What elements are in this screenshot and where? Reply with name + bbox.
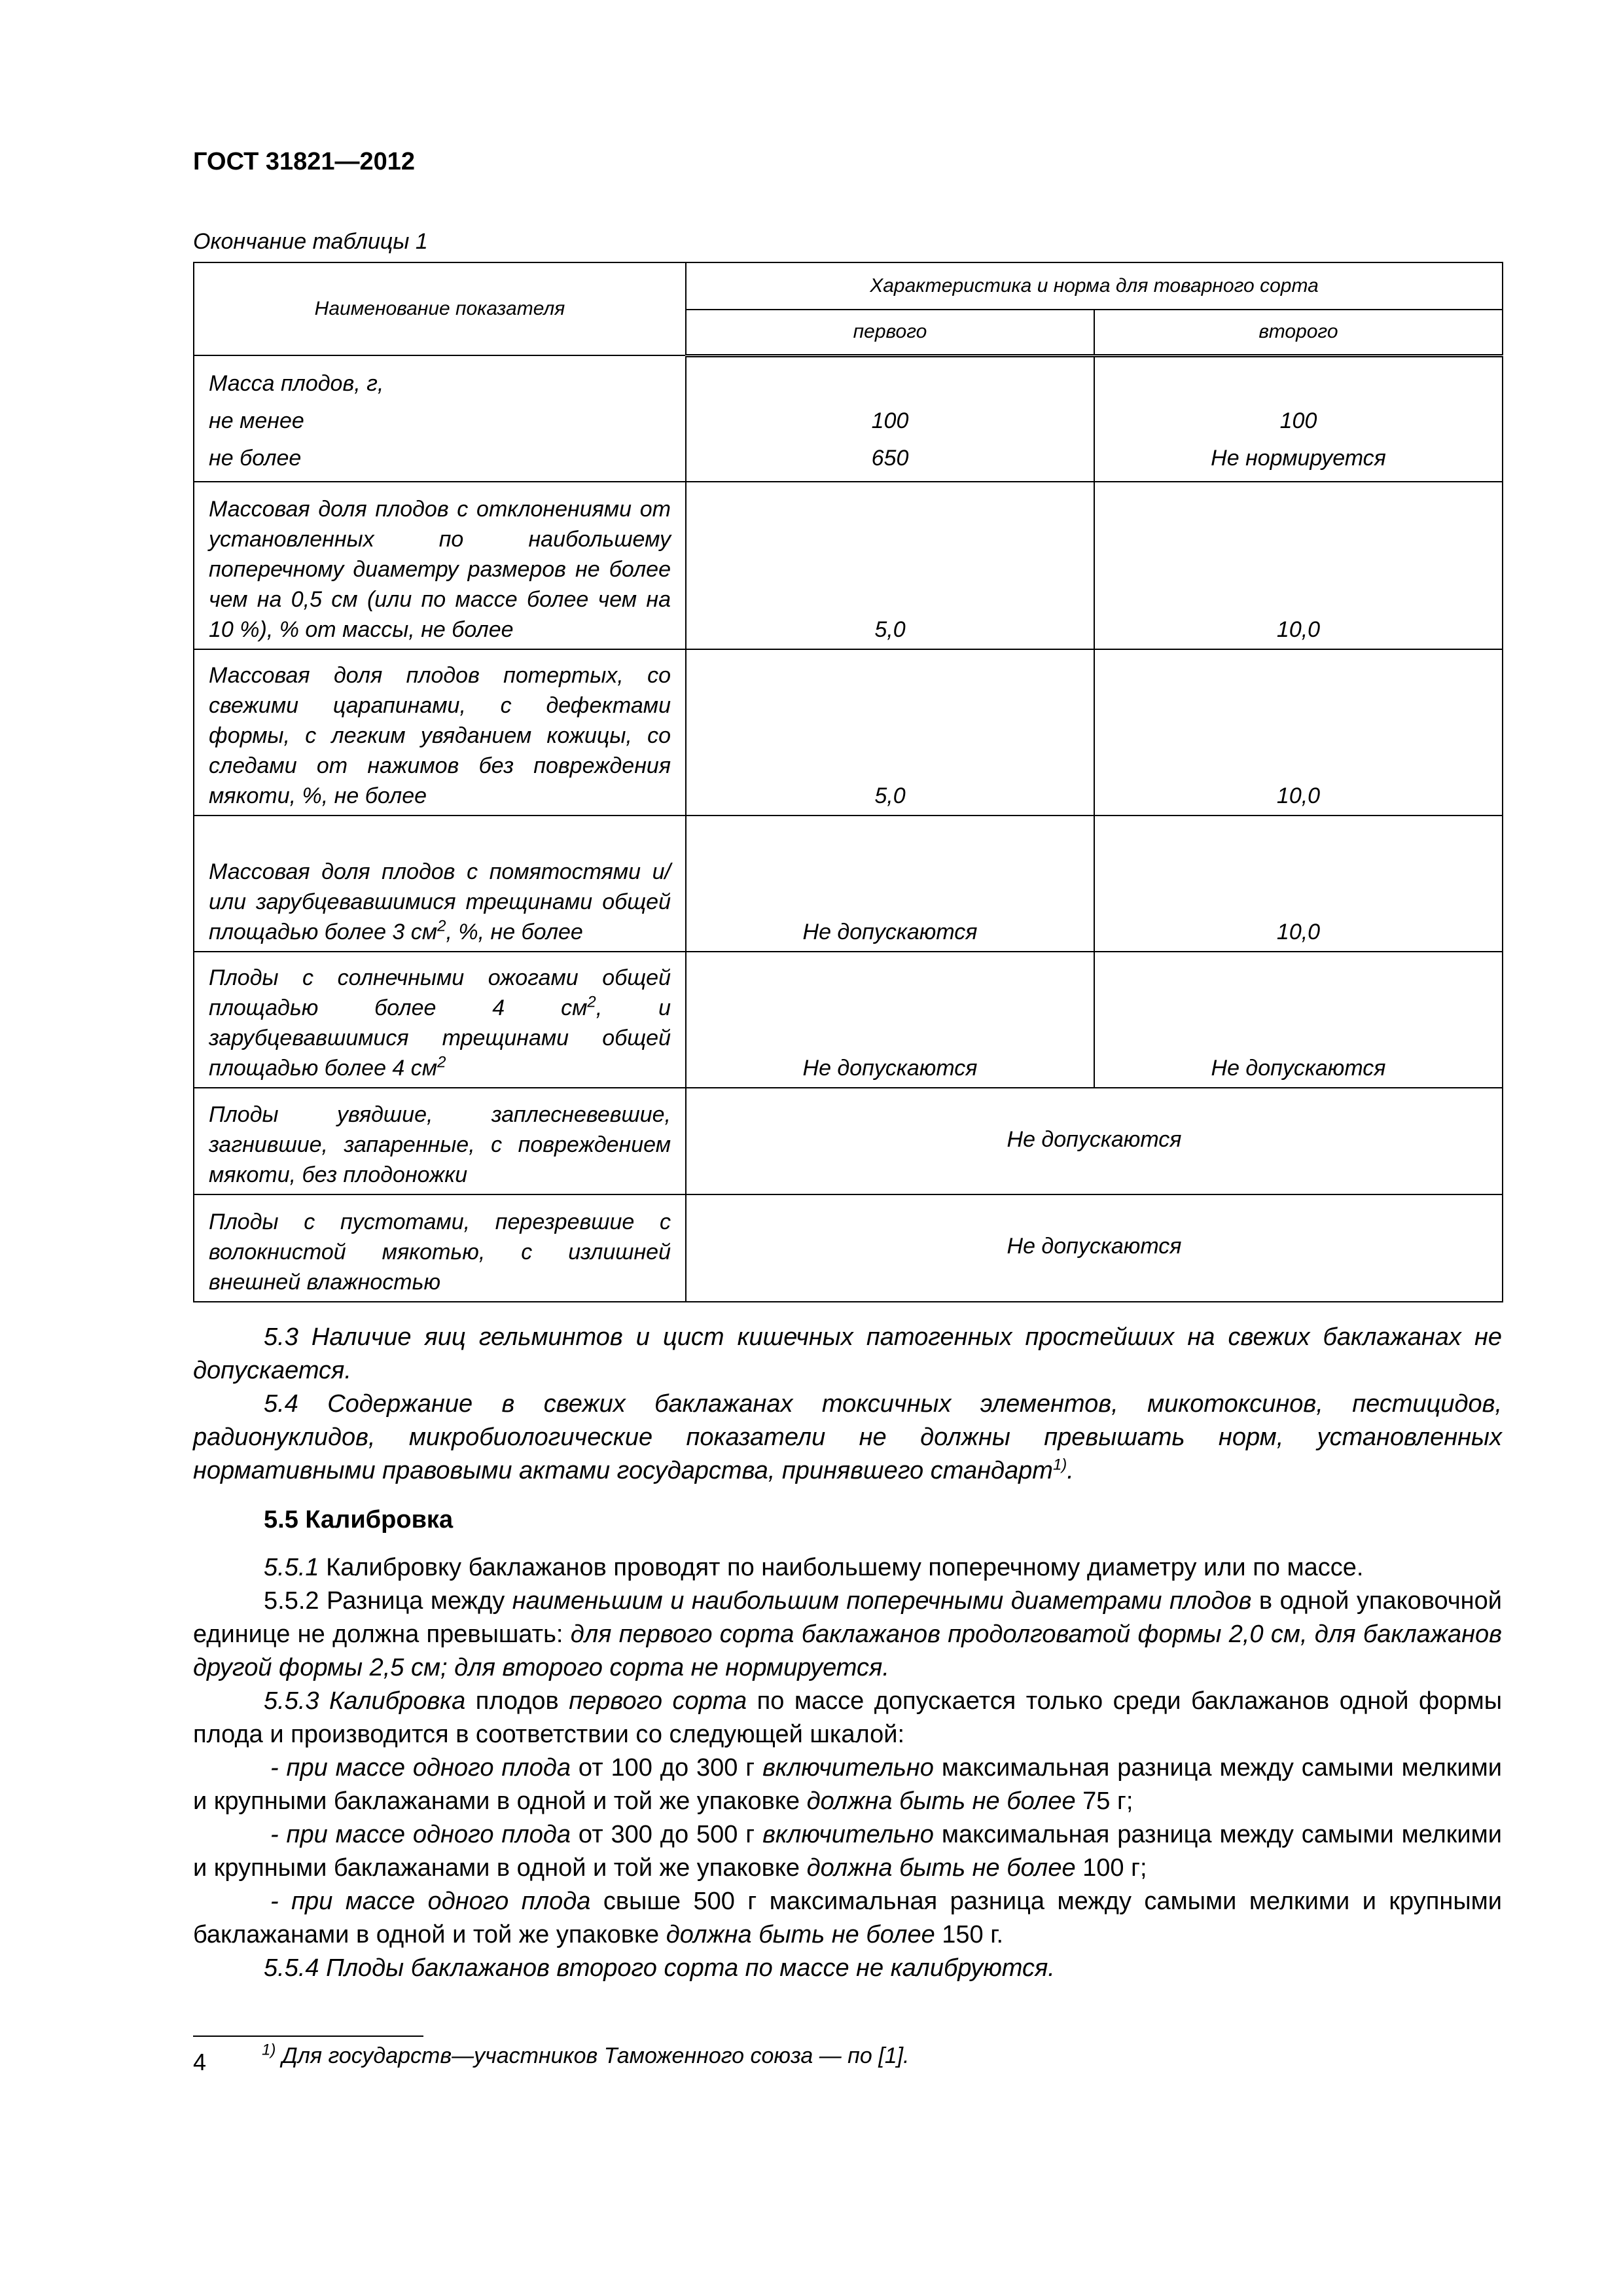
footnote-divider — [193, 2036, 423, 2037]
row-name: Плоды с солнечными ожогами общей площадью более 4 $см^2$, и зарубцевавшимися трещинами общей площадью более 4 $см^2$ — [194, 952, 686, 1088]
paragraph-5-5-4: 5.5.4 Плоды баклажанов второго сорта по массе не калибруются. — [264, 1954, 1055, 1982]
cell-value: Не нормируется — [1211, 446, 1386, 471]
paragraph-5-3: 5.3 Наличие яиц гельминтов и цист кишечных патогенных простейших на свежих баклажанах не допускается. — [193, 1323, 1502, 1384]
table-caption: Окончание таблицы 1 — [193, 229, 428, 254]
table-row — [194, 1088, 1503, 1194]
row-name: Массовая доля плодов с отклонениями от установленных по наибольшему поперечному диаметру размеров не более чем на 0,5 см (или по массе более чем на 10 %), % от массы, не более — [194, 482, 686, 649]
paragraph-5-5-1: 5.5.1 Калибровку баклажанов проводят по наибольшему поперечному диаметру или по массе. — [264, 1554, 1364, 1581]
table-row — [194, 649, 1503, 816]
row-name-line: Масса плодов, г, — [209, 371, 384, 396]
footnote: $^{1)}$ Для государств—участников Таможенного союза — по [1]. — [262, 2041, 910, 2068]
cell-value: 100 — [871, 408, 909, 433]
col-header-first: первого — [686, 310, 1094, 355]
cell-value: 10,0 — [1094, 482, 1503, 649]
cell-value: 10,0 — [1094, 816, 1503, 952]
cell-value: Не допускаются — [686, 952, 1094, 1088]
table-row — [194, 482, 1503, 649]
list-item: - при массе одного плода от 100 до 300 г включительно максимальная разница между самыми мелкими и крупными баклажанами в одной и той же упаковке должна быть не более 75 г; — [193, 1754, 1502, 1815]
table-row — [194, 355, 1503, 482]
row-name-line: не менее — [209, 408, 304, 433]
col-header-second: второго — [1094, 310, 1503, 355]
body-text — [193, 1321, 1502, 1985]
cell-value: Не допускаются — [686, 816, 1094, 952]
col-header-group: Характеристика и норма для товарного сорта — [686, 262, 1503, 310]
paragraph-5-4: 5.4 Содержание в свежих баклажанах токсичных элементов, микотоксинов, пестицидов, радионуклидов, микробиологические показатели не должны превышать норм, установленных нормативными правовыми актами государства, принявшего стандарт$^{1)}$. — [193, 1390, 1502, 1484]
list-item: - при массе одного плода от 300 до 500 г включительно максимальная разница между самыми мелкими и крупными баклажанами в одной и той же упаковке должна быть не более 100 г; — [193, 1821, 1502, 1882]
row-name: Плоды с пустотами, перезревшие с волокнистой мякотью, с излишней внешней влажностью — [194, 1194, 686, 1302]
cell-value — [1109, 365, 1488, 403]
cell-value — [701, 365, 1079, 403]
row-name: Плоды увядшие, заплесневевшие, загнившие, запаренные, с повреждением мякоти, без плодоножки — [194, 1088, 686, 1194]
table-row — [194, 1194, 1503, 1302]
section-title-5-5: 5.5 Калибровка — [264, 1506, 454, 1534]
cell-value: 650 — [871, 446, 909, 471]
list-item: - при массе одного плода свыше 500 г максимальная разница между самыми мелкими и крупными баклажанами в одной и той же упаковке должна быть не более 150 г. — [193, 1888, 1502, 1948]
cell-value: 100 — [1279, 408, 1317, 433]
paragraph-5-5-2: 5.5.2 Разница между наименьшим и наибольшим поперечными диаметрами плодов в одной упаковочной единице не должна превышать: для первого сорта баклажанов продолговатой формы 2,0 см, для баклажанов другой формы 2,5 см; для второго сорта не нормируется. — [193, 1587, 1502, 1681]
cell-value: 10,0 — [1094, 649, 1503, 816]
cell-value: 5,0 — [686, 649, 1094, 816]
cell-value-merged: Не допускаются — [686, 1088, 1503, 1194]
table-row — [194, 816, 1503, 952]
row-name-line: не более — [209, 446, 302, 471]
cell-value: 5,0 — [686, 482, 1094, 649]
paragraph-5-5-3: 5.5.3 Калибровка плодов первого сорта по массе допускается только среди баклажанов одной формы плода и производится в соответствии со следующей шкалой: — [193, 1687, 1503, 1748]
cell-value: Не допускаются — [1094, 952, 1503, 1088]
table-row — [194, 952, 1503, 1088]
indicators-table — [193, 262, 1503, 1302]
page-number: 4 — [193, 2049, 207, 2075]
document-header: ГОСТ 31821—2012 — [193, 148, 416, 175]
cell-value-merged: Не допускаются — [686, 1194, 1503, 1302]
row-name: Массовая доля плодов с помятостями и/или зарубцевавшимися трещинами общей площадью более 3 $см^2$, %, не более — [194, 816, 686, 952]
row-name: Массовая доля плодов потертых, со свежими царапинами, с дефектами формы, с легким увяданием кожицы, со следами от нажимов без повреждения мякоти, %, не более — [194, 649, 686, 816]
col-header-name: Наименование показателя — [194, 262, 686, 355]
